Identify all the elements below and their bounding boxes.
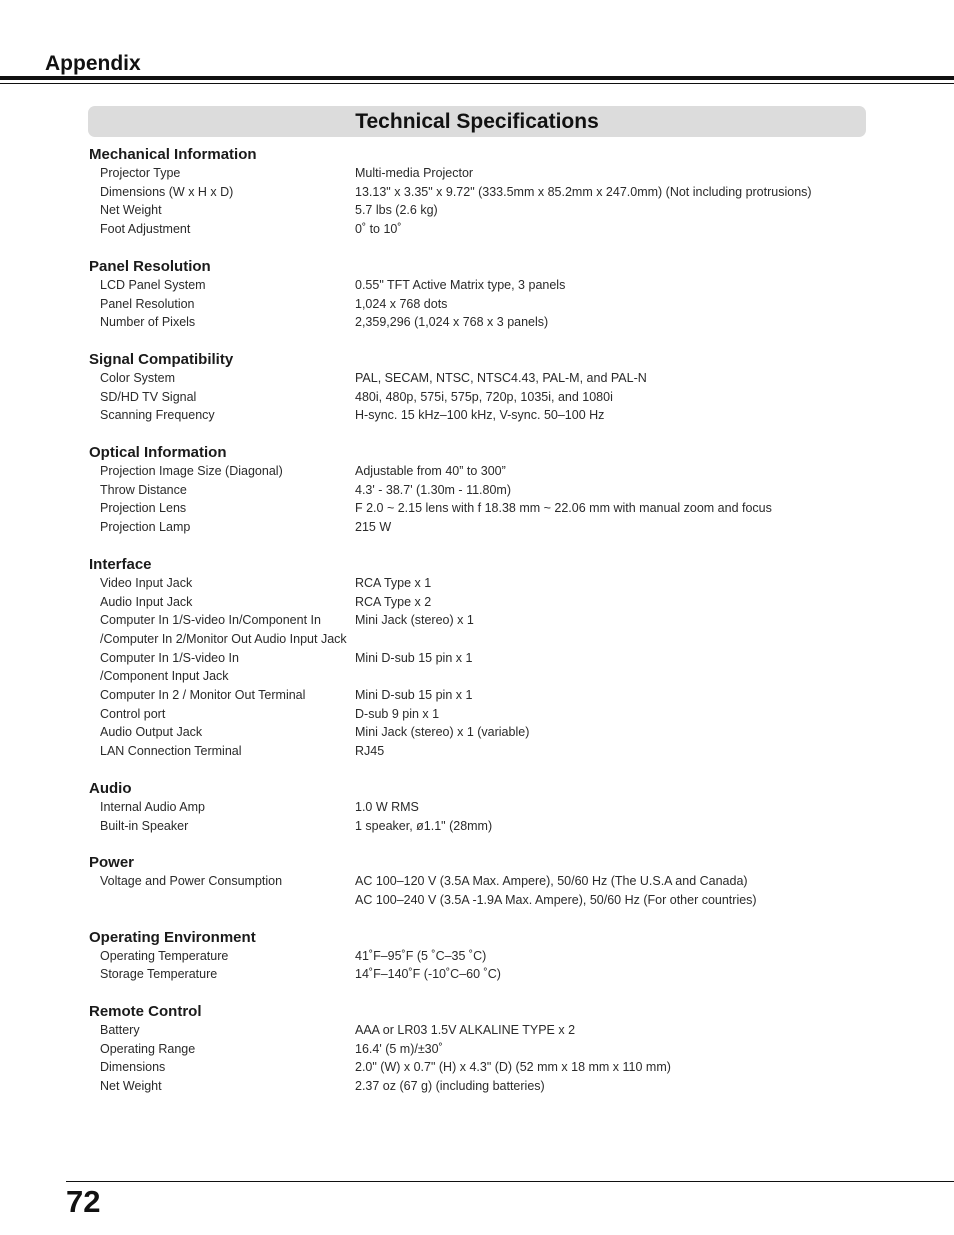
spec-label: Operating Temperature: [100, 948, 229, 963]
spec-label: Color System: [100, 370, 176, 385]
spec-value: 13.13" x 3.35" x 9.72" (333.5mm x 85.2mm x 247.0mm) (Not including protrusions): [355, 184, 812, 199]
header-rule-thin: [0, 83, 954, 84]
spec-value: AAA or LR03 1.5V ALKALINE TYPE x 2: [355, 1023, 576, 1037]
spec-value: H-sync. 15 kHz–100 kHz, V-sync. 50–100 Hz: [355, 408, 605, 423]
page-number: 72: [66, 1184, 101, 1219]
spec-value: 2.37 oz (67 g) (including batteries): [355, 1079, 545, 1094]
spec-value: Mini Jack (stereo) x 1 (variable): [355, 725, 530, 740]
spec-value: 2.0" (W) x 0.7" (H) x 4.3" (D) (52 mm x 18 mm x 110 mm): [355, 1060, 671, 1075]
spec-label: LCD Panel System: [100, 277, 206, 292]
spec-label: Net Weight: [100, 203, 162, 218]
spec-label: Projection Lens: [100, 501, 187, 516]
section-title: Operating Environment: [89, 928, 256, 946]
spec-value: D-sub 9 pin x 1: [355, 706, 440, 721]
spec-value: 0.55" TFT Active Matrix type, 3 panels: [355, 277, 566, 292]
section-title: Audio: [89, 779, 132, 797]
spec-value: RJ45: [355, 744, 385, 759]
spec-label: /Component Input Jack: [100, 669, 229, 684]
spec-label: Audio Input Jack: [100, 594, 193, 609]
spec-value: Mini Jack (stereo) x 1: [355, 613, 474, 628]
spec-value: 14˚F–140˚F (-10˚C–60 ˚C): [355, 967, 501, 982]
spec-label: Storage Temperature: [100, 967, 218, 982]
spec-label: Panel Resolution: [100, 296, 195, 311]
spec-label: Internal Audio Amp: [100, 799, 205, 814]
spec-value: 5.7 lbs (2.6 kg): [355, 203, 438, 218]
spec-value: 16.4' (5 m)/±30˚: [355, 1041, 443, 1056]
section-title: Optical Information: [89, 444, 227, 461]
spec-label: Computer In 1/S-video In: [100, 650, 239, 665]
page-title: Technical Specifications: [355, 109, 599, 133]
spec-value: 1.0 W RMS: [355, 799, 419, 814]
spec-label: Number of Pixels: [100, 315, 196, 330]
spec-value: 1,024 x 768 dots: [355, 296, 448, 311]
spec-value: PAL, SECAM, NTSC, NTSC4.43, PAL-M, and PAL-N: [355, 370, 647, 385]
spec-label: Dimensions (W x H x D): [100, 184, 234, 199]
header-rule-thick: [0, 76, 954, 80]
spec-label: Computer In 1/S-video In/Component In: [100, 613, 321, 628]
spec-value: F 2.0 ~ 2.15 lens with f 18.38 mm ~ 22.06 mm with manual zoom and focus: [355, 501, 772, 516]
spec-value: Adjustable from 40” to 300”: [355, 464, 506, 478]
section-title: Interface: [89, 555, 152, 573]
spec-value: 4.3' - 38.7' (1.30m - 11.80m): [355, 482, 511, 497]
spec-label: Operating Range: [100, 1041, 196, 1056]
spec-value: 215 W: [355, 520, 392, 535]
spec-value: Multi-media Projector: [355, 166, 474, 180]
spec-label: Computer In 2 / Monitor Out Terminal: [100, 688, 306, 702]
spec-label: Net Weight: [100, 1079, 162, 1094]
spec-value: 1 speaker, ø1.1" (28mm): [355, 818, 493, 833]
title-banner: [88, 106, 866, 137]
section-title: Remote Control: [89, 1003, 202, 1020]
spec-label: Projection Lamp: [100, 520, 191, 535]
spec-label: Video Input Jack: [100, 575, 193, 590]
spec-value: RCA Type x 2: [355, 594, 432, 609]
spec-value: RCA Type x 1: [355, 575, 432, 590]
footer-rule: [66, 1181, 954, 1182]
spec-value: Mini D-sub 15 pin x 1: [355, 688, 473, 702]
section-title: Power: [89, 854, 135, 872]
spec-label: Dimensions: [100, 1060, 166, 1075]
spec-label: Battery: [100, 1023, 140, 1037]
section-title: Panel Resolution: [89, 257, 211, 275]
spec-label: Built-in Speaker: [100, 818, 189, 833]
page-header-title: Appendix: [45, 52, 141, 75]
spec-value: AC 100–120 V (3.5A Max. Ampere), 50/60 Hz (The U.S.A and Canada): [355, 874, 748, 889]
section-title: Signal Compatibility: [89, 350, 234, 368]
section-title: Mechanical Information: [89, 146, 257, 163]
spec-label: LAN Connection Terminal: [100, 744, 242, 759]
spec-label: Throw Distance: [100, 482, 187, 497]
spec-label: Projector Type: [100, 166, 181, 180]
spec-label: /Computer In 2/Monitor Out Audio Input Jack: [100, 631, 347, 646]
spec-label: Voltage and Power Consumption: [100, 874, 283, 889]
spec-value: AC 100–240 V (3.5A -1.9A Max. Ampere), 50/60 Hz (For other countries): [355, 892, 757, 907]
spec-label: Control port: [100, 706, 166, 721]
spec-value: 41˚F–95˚F (5 ˚C–35 ˚C): [355, 948, 487, 963]
spec-label: Scanning Frequency: [100, 408, 215, 423]
spec-value: 2,359,296 (1,024 x 768 x 3 panels): [355, 315, 549, 330]
spec-label: Foot Adjustment: [100, 222, 191, 237]
spec-label: Projection Image Size (Diagonal): [100, 464, 283, 478]
spec-label: SD/HD TV Signal: [100, 389, 197, 404]
spec-value: 0˚ to 10˚: [355, 222, 402, 237]
spec-value: Mini D-sub 15 pin x 1: [355, 650, 473, 665]
spec-value: 480i, 480p, 575i, 575p, 720p, 1035i, and 1080i: [355, 389, 613, 404]
spec-label: Audio Output Jack: [100, 725, 203, 740]
